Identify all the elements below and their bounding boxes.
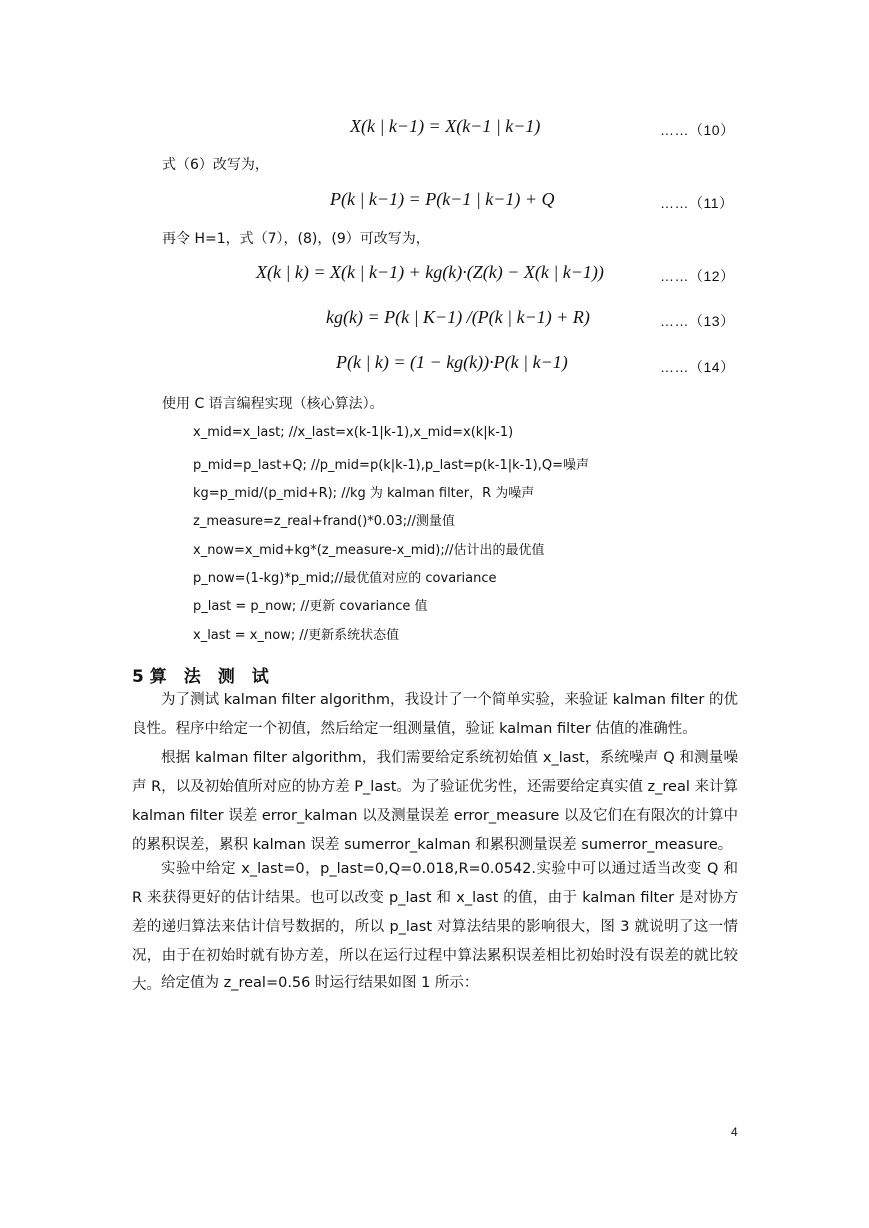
code-line: x_last = x_now; //更新系统状态值 (193, 628, 400, 643)
equation-14: P(k | k) = (1 − kg(k))·P(k | k−1) (336, 352, 568, 372)
text-let-h: 再令 H=1，式（7），(8)，(9）可改写为， (162, 231, 430, 247)
code-line: p_mid=p_last+Q; //p_mid=p(k|k-1),p_last=p(k-1|k-1),Q=噪声 (193, 458, 589, 473)
equation-12-number: ……（12） (660, 268, 735, 284)
text-eq6-rewrite: 式（6）改写为， (162, 157, 269, 173)
text-c-implementation: 使用 C 语言编程实现（核心算法）。 (162, 396, 384, 412)
code-line: z_measure=z_real+frand()*0.03;//测量值 (193, 514, 455, 529)
paragraph: 为了测试 kalman filter algorithm，我设计了一个简单实验，来验证 kalman filter 的优良性。程序中给定一个初值，然后给定一组测量值，验证 kalman filter 估值的准确性。 (132, 692, 738, 737)
paragraph: 给定值为 z_real=0.56 时运行结果如图 1 所示： (161, 975, 479, 991)
code-line: p_now=(1-kg)*p_mid;//最优值对应的 covariance (193, 571, 497, 586)
equation-10: X(k | k−1) = X(k−1 | k−1) (350, 116, 541, 136)
section-heading: 5 算 法 测 试 (132, 667, 269, 687)
code-line: x_mid=x_last; //x_last=x(k-1|k-1),x_mid=x(k|k-1) (193, 425, 514, 440)
equation-14-number: ……（14） (660, 359, 735, 375)
code-line: x_now=x_mid+kg*(z_measure-x_mid);//估计出的最优值 (193, 543, 545, 558)
equation-11-number: ……（11） (660, 195, 734, 211)
equation-11: P(k | k−1) = P(k−1 | k−1) + Q (330, 189, 555, 209)
equation-10-number: ……（10） (660, 122, 735, 138)
equation-13-number: ……（13） (660, 313, 735, 329)
code-line: kg=p_mid/(p_mid+R); //kg 为 kalman filter，R 为噪声 (193, 486, 535, 501)
paragraph: 实验中给定 x_last=0，p_last=0,Q=0.018,R=0.0542.实验中可以通过适当改变 Q 和 R 来获得更好的估计结果。也可以改变 p_last 和 x_last 的值，由于 kalman filter 是对协方差的递归算法来估计信号数据的，所以 p_last 对算法结果的影响很大，图 3 就说明了这一情况，由于在初始时就有协方差，所以在运行过程中算法累积误差相比初始时没有误差的就比较大。 (132, 861, 738, 993)
page-number: 4 (731, 1125, 738, 1139)
paragraph: 根据 kalman filter algorithm，我们需要给定系统初始值 x_last，系统噪声 Q 和测量噪声 R，以及初始值所对应的协方差 P_last。为了验证优劣性，还需要给定真实值 z_real 来计算 kalman filter 误差 error_kalman 以及测量误差 error_measure 以及它们在有限次的计算中的累积误差，累积 kalman 误差 sumerror_kalman 和累积测量误差 sumerror_measure。 (132, 750, 738, 853)
equation-13: kg(k) = P(k | K−1) /(P(k | k−1) + R) (326, 307, 590, 327)
code-line: p_last = p_now; //更新 covariance 值 (193, 599, 428, 614)
equation-12: X(k | k) = X(k | k−1) + kg(k)·(Z(k) − X(k | k−1)) (256, 262, 604, 282)
